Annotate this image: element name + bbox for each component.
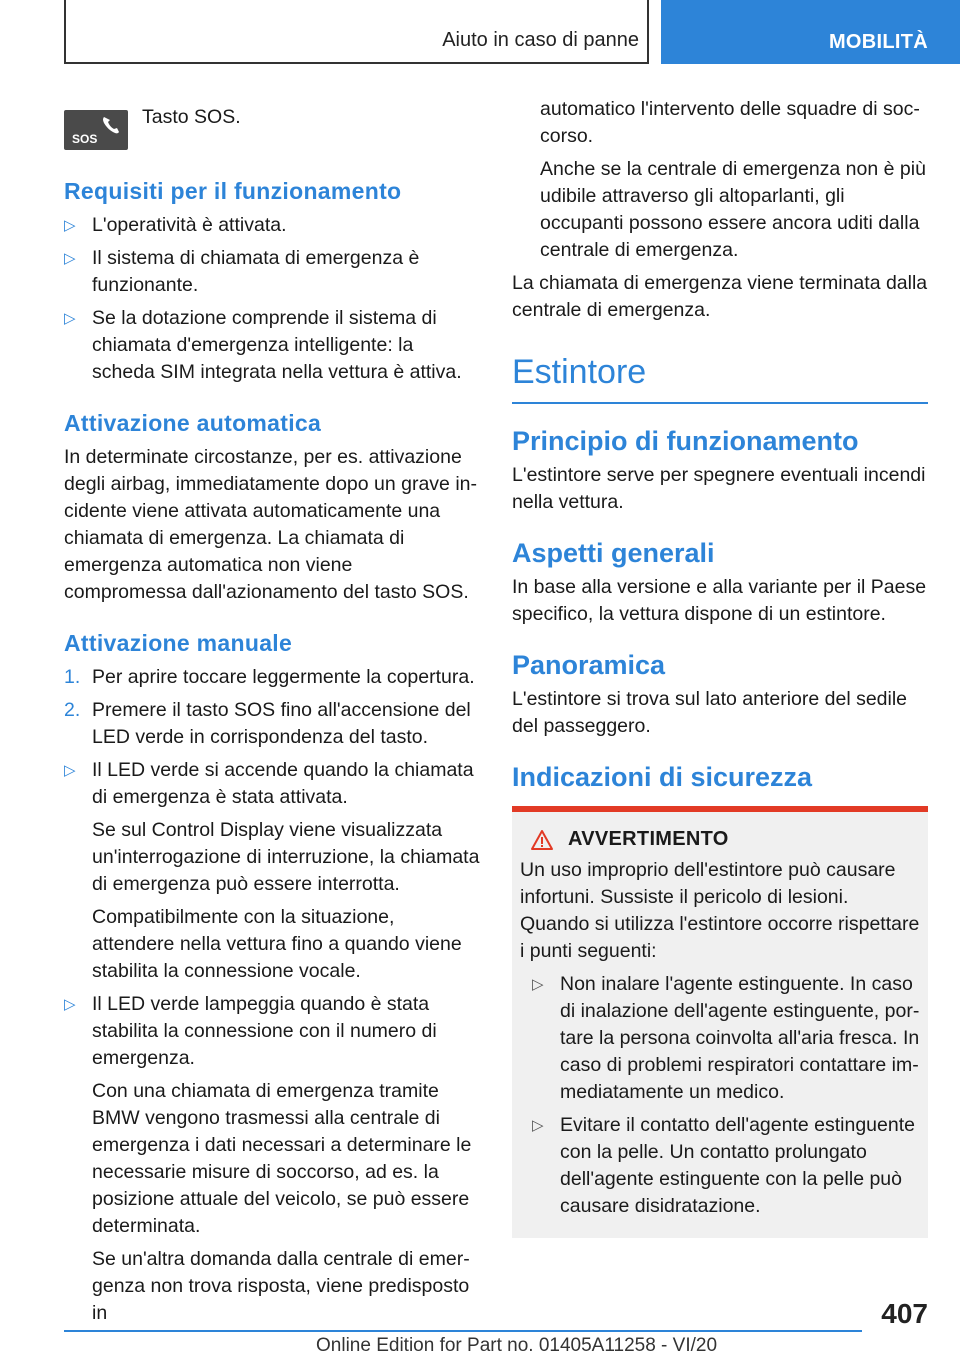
- chapter-tab-label: MOBILITÀ: [828, 31, 928, 53]
- requirements-list: [64, 212, 480, 386]
- overview-text: L'estintore si trova sul lato anteriore del sedile del passeggero.: [512, 688, 908, 737]
- sos-key-image: [64, 110, 128, 150]
- list-item: ▷ Il sistema di chiamata di emergenza è funzionante.: [64, 247, 420, 296]
- auto-activation-heading: Attivazione automatica: [64, 410, 322, 436]
- list-item: ▷ Il LED verde si accende quando la chiamata di emergenza è stata attivata. Se sul Control Display viene visualizzata un'interrogazione di interruzione, la chiamata di emergenza può essere interrotta. Compatibilmente con la situazione, attendere nella vettura fino a quando viene stabilita la connessione vocale.: [64, 759, 480, 982]
- overview-heading: Panoramica: [512, 650, 666, 680]
- header-chapter-tab: [661, 0, 960, 64]
- triangle-right-icon: ▷: [64, 310, 76, 327]
- warning-list: [520, 971, 920, 1220]
- warning-title: AVVERTIMENTO: [568, 828, 729, 850]
- header-section-box: [64, 0, 649, 64]
- call-end-text: La chiamata di emergenza viene terminata dalla centrale di emergenza.: [512, 272, 928, 321]
- page-number: 407: [881, 1298, 928, 1329]
- phone-handset-icon: [100, 114, 122, 136]
- list-item: ▷ Non inalare l'agente estinguente. In caso di inalazione dell'agente estinguente, portare la persona coinvolta all'aria fresca. In caso di problemi respiratori contattare immediatamente un medico.: [532, 973, 920, 1103]
- triangle-right-icon: ▷: [532, 976, 544, 993]
- sos-key-row: [64, 96, 480, 150]
- manual-activation-heading: Attivazione manuale: [64, 630, 293, 656]
- right-column: [512, 96, 928, 1238]
- continued-text-1: automatico l'intervento delle squadre di soccorso.: [540, 98, 920, 147]
- requirements-heading: Requisiti per il funzionamento: [64, 178, 402, 204]
- list-item: 2. Premere il tasto SOS fino all'accensione del LED verde in corrispondenza del tasto.: [64, 699, 471, 748]
- list-item: 1. Per aprire toccare leggermente la copertura.: [64, 666, 475, 688]
- triangle-right-icon: ▷: [64, 217, 76, 234]
- extinguisher-heading: Estintore: [512, 350, 928, 404]
- manual-result-list: [64, 757, 480, 1327]
- list-item: ▷ L'operatività è attivata.: [64, 212, 480, 239]
- continued-text-2: Anche se la centrale di emergenza non è più udibile attraverso gli altoparlanti, gli occupanti possono essere ancora uditi dalla centrale di emergenza.: [540, 158, 926, 261]
- footer-divider: [64, 1330, 862, 1332]
- principle-text: L'estintore serve per spegnere eventuali incendi nella vettura.: [512, 464, 926, 513]
- left-column: [64, 96, 480, 1333]
- triangle-right-icon: ▷: [532, 1117, 544, 1134]
- list-item: ▷ Evitare il contatto dell'agente estinguente con la pelle. Un contatto prolungato dell'agente estinguente con la pelle può causare disidratazione.: [532, 1114, 915, 1217]
- page-header: [0, 0, 960, 66]
- triangle-right-icon: ▷: [64, 250, 76, 267]
- triangle-right-icon: ▷: [64, 762, 76, 779]
- general-heading: Aspetti generali: [512, 538, 715, 568]
- warning-title-row: [530, 828, 920, 851]
- warning-text: Un uso improprio dell'estintore può causare infortuni. Sussiste il pericolo di lesioni. Quando si utilizza l'estintore occorre rispettare i punti seguenti:: [520, 859, 920, 962]
- principle-heading: Principio di funzionamento: [512, 426, 859, 456]
- triangle-right-icon: ▷: [64, 996, 76, 1013]
- general-text: In base alla versione e alla variante per il Paese specifico, la vettura dispone di un estintore.: [512, 576, 927, 625]
- warning-box: [512, 806, 928, 1238]
- header-section-title: Aiuto in caso di panne: [442, 29, 639, 51]
- sos-key-text: SOS: [72, 132, 98, 146]
- footer-edition: Online Edition for Part no. 01405A11258 - VI/20: [316, 1335, 718, 1356]
- safety-heading: Indicazioni di sicurezza: [512, 762, 813, 792]
- warning-triangle-icon: [530, 829, 554, 851]
- sos-key-label: Tasto SOS.: [142, 106, 241, 128]
- list-item: ▷ Il LED verde lampeggia quando è stata stabilita la connessione con il numero di emergenza. Con una chiamata di emergenza tramite BMW vengono trasmessi alla centrale di emergenza i dati necessari a determinare le necessarie misure di soccorso, ad es. la posizione attuale del veicolo, se può essere determinata. Se un'altra domanda dalla centrale di emergenza non trova risposta, viene predisposto in: [64, 993, 472, 1324]
- manual-steps-list: [64, 664, 480, 751]
- list-item: ▷ Se la dotazione comprende il sistema di chiamata d'emergenza intelligente: la scheda SIM integrata nella vettura è attiva.: [64, 307, 462, 383]
- auto-activation-text: In determinate circostanze, per es. attivazione degli airbag, immediatamente dopo un grave incidente viene attivata automaticamente una chiamata di emergenza. La chiamata di emergenza automatica non viene compromessa dall'azionamento del tasto SOS.: [64, 446, 478, 603]
- continued-paragraphs: [512, 96, 928, 264]
